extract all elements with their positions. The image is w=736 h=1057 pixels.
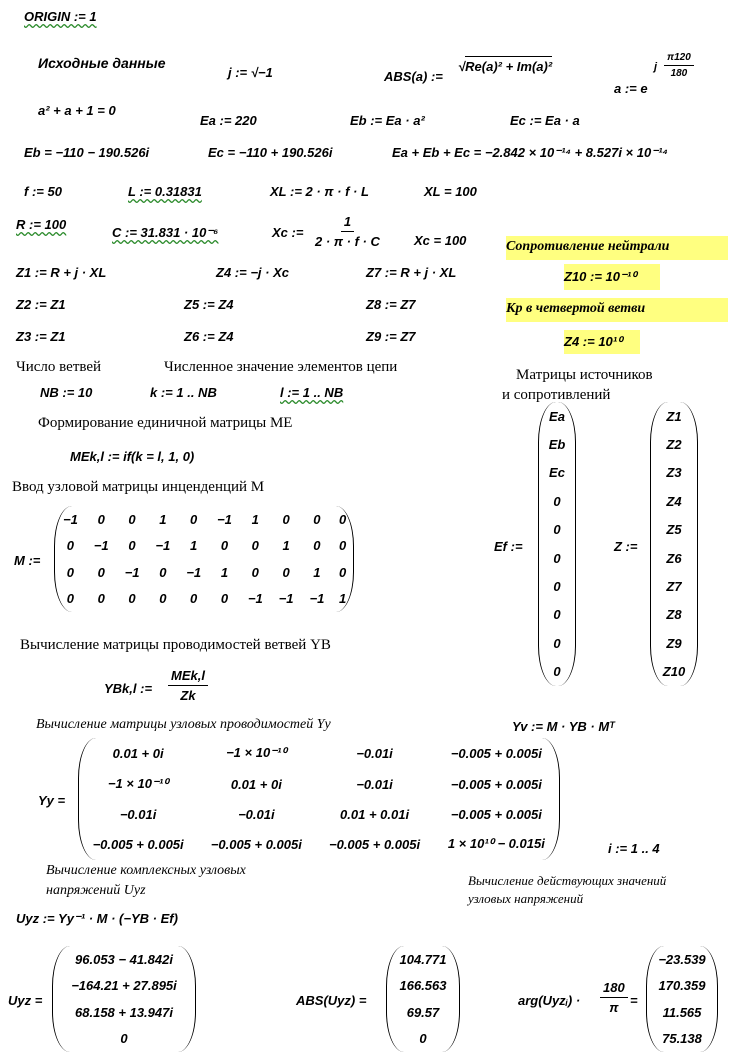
matrix-cell: −1 [62, 511, 78, 527]
vector-cell: Ea [549, 408, 565, 424]
matrix-cell: −1 [93, 538, 109, 554]
eb-value: Eb = −110 − 190.526i [24, 145, 150, 160]
me-definition: MEk,l := if(k = l, 1, 0) [70, 449, 195, 464]
vector-cell: Z1 [666, 408, 682, 424]
vector-cell: −164.21 + 27.895i [71, 978, 177, 994]
vector-row [539, 516, 575, 544]
matrix-cell: 0 [251, 538, 259, 554]
abs-result-table [387, 946, 459, 1052]
matrix-cell: 1 [159, 511, 167, 527]
vector-row [651, 402, 697, 430]
matrix-cell: −1 [155, 538, 171, 554]
uyz-result-left: Uyz = [8, 993, 43, 1008]
vector-cell: 0 [553, 522, 561, 538]
uyz-result-vector [52, 946, 196, 1052]
yy-matrix-row [79, 738, 559, 769]
matrix-cell: 0 [97, 511, 105, 527]
vector-row [53, 946, 195, 973]
vector-cell: 0 [553, 607, 561, 623]
vector-cell: 104.771 [399, 951, 447, 967]
matrix-cell: 0 [282, 564, 290, 580]
matrix-cell: −0.01i [238, 806, 275, 822]
vector-row [539, 459, 575, 487]
neutral-resistance-heading: Сопротивление нейтрали [506, 236, 728, 260]
sum-value: Ea + Eb + Ec = −2.842 × 10⁻¹⁴ + 8.527i × 10⁻¹⁴ [392, 145, 668, 160]
vector-row [53, 1026, 195, 1053]
vector-cell: −23.539 [658, 951, 706, 967]
matrix-cell: 0 [66, 538, 75, 554]
matrix-cell: −0.005 + 0.005i [450, 806, 542, 822]
matrix-cell: 0 [159, 564, 167, 580]
incidence-label: Ввод узловой матрицы инценденций M [12, 479, 265, 495]
vector-row [651, 430, 697, 458]
kz-heading: Кр в четвертой ветви [506, 298, 728, 322]
uyz-label-2: напряжений Uyz [46, 883, 146, 898]
vector-row [539, 572, 575, 600]
vector-cell: 0 [553, 664, 561, 680]
a-equation: a² + a + 1 = 0 [38, 103, 116, 118]
arg-result-left: arg(Uyzᵢ) · [518, 993, 581, 1008]
matrix-cell: 0 [97, 591, 105, 607]
yv-definition: Yv := M · YB · Mᵀ [512, 719, 615, 734]
yy-matrix-row [79, 800, 559, 829]
vector-cell: 11.565 [662, 1004, 702, 1020]
matrix-cell: −0.01i [356, 745, 393, 761]
matrix-cell: 0 [190, 511, 198, 527]
ea-definition: Ea := 220 [200, 113, 257, 128]
a-definition-left: a := e [614, 81, 648, 96]
matrix-cell: 0.01 + 0.01i [340, 806, 410, 822]
vector-cell: 0 [553, 550, 561, 566]
z10-definition: Z10 := 10⁻¹⁰ [564, 264, 660, 290]
matrix-cell: −1 [247, 591, 263, 607]
vector-cell: Eb [548, 437, 566, 453]
k-range: k := 1 .. NB [150, 385, 217, 400]
m-matrix-table [55, 506, 353, 612]
matrix-cell: 1 [190, 538, 198, 554]
heading-initial-data: Исходные данные [38, 55, 166, 71]
j-definition: j := √−1 [228, 65, 273, 80]
xl-value: XL = 100 [424, 184, 477, 199]
nb-definition: NB := 10 [40, 385, 93, 400]
z7-definition: Z7 := R + j · XL [366, 265, 457, 280]
matrix-cell: 0 [128, 511, 136, 527]
vector-cell: Z8 [666, 607, 682, 623]
xc-fraction: $\frac{1}{2 \cdot \pi \cdot f \cdot C}$ [315, 214, 380, 249]
xl-definition: XL := 2 · π · f · L [270, 184, 369, 199]
matrix-cell: 0 [339, 511, 347, 527]
vector-row [651, 459, 697, 487]
vector-row [539, 402, 575, 430]
vector-cell: 0 [553, 493, 561, 509]
vector-cell: 96.053 − 41.842i [75, 951, 173, 967]
vector-row [539, 658, 575, 686]
matrix-cell: 0 [313, 511, 321, 527]
sources-label-1: Матрицы источников [516, 367, 653, 383]
matrix-cell: 1 [251, 511, 259, 527]
vector-row [53, 973, 195, 1000]
m-matrix-row [55, 586, 353, 613]
effective-label-1: Вычисление действующих значений [468, 873, 667, 888]
vector-cell: 0 [553, 635, 561, 651]
matrix-cell: 1 [313, 564, 321, 580]
matrix-cell: −1 [217, 511, 232, 527]
vector-row [539, 629, 575, 657]
l-range: l := 1 .. NB [280, 385, 344, 400]
m-matrix-row [55, 533, 353, 560]
matrix-cell: −1 × 10⁻¹⁰ [226, 745, 287, 761]
matrix-cell: 0 [159, 591, 167, 607]
m-matrix [54, 506, 354, 612]
vector-row [387, 999, 459, 1026]
ef-vector-left: Ef := [494, 539, 523, 554]
vector-cell: Z5 [666, 522, 682, 538]
matrix-cell: 0 [128, 591, 136, 607]
z9-definition: Z9 := Z7 [366, 329, 416, 344]
arg-result-vector [646, 946, 718, 1052]
matrix-cell: 0 [220, 538, 229, 554]
matrix-cell: 1 [282, 538, 290, 554]
matrix-cell: −1 [278, 591, 294, 607]
vector-row [539, 430, 575, 458]
vector-cell: 69.57 [406, 1004, 440, 1020]
xc-value: Xc = 100 [414, 233, 467, 248]
yb-label: Вычисление матрицы проводимостей ветвей YB [20, 637, 331, 653]
vector-row [647, 973, 717, 1000]
z5-definition: Z5 := Z4 [184, 297, 234, 312]
matrix-cell: 1 [220, 564, 229, 580]
matrix-cell: −1 [186, 564, 202, 580]
m-matrix-row [55, 559, 353, 586]
vector-row [647, 999, 717, 1026]
vector-row [53, 999, 195, 1026]
matrix-cell: −0.005 + 0.005i [329, 836, 421, 852]
vector-cell: Z3 [666, 465, 682, 481]
matrix-cell: 1 [339, 591, 347, 607]
elements-label: Численное значение элементов цепи [164, 359, 398, 375]
c-definition: C := 31.831 · 10⁻⁶ [112, 225, 219, 240]
r-definition: R := 100 [16, 217, 67, 232]
z4-override: Z4 := 10¹⁰ [564, 330, 640, 354]
f-definition: f := 50 [24, 184, 62, 199]
vector-row [651, 629, 697, 657]
matrix-cell: 0 [128, 538, 136, 554]
z3-definition: Z3 := Z1 [16, 329, 66, 344]
vector-cell: Z9 [666, 635, 682, 651]
matrix-cell: −0.01i [356, 776, 393, 792]
vector-cell: Ec [549, 465, 565, 481]
matrix-cell: 0 [220, 591, 229, 607]
ef-vector-table [539, 402, 575, 686]
effective-label-2: узловых напряжений [468, 891, 584, 906]
uyz-result-table [53, 946, 195, 1052]
arg-fraction: $\frac{180}{\pi}$ [600, 980, 628, 1015]
vector-row [651, 544, 697, 572]
abs-definition-radical: √Re(a)² + Im(a)² [458, 60, 552, 73]
uyz-definition: Uyz := Yy⁻¹ · M · (−YB · Ef) [16, 911, 178, 926]
vector-cell: 75.138 [662, 1031, 702, 1047]
vector-row [387, 1026, 459, 1053]
z8-definition: Z8 := Z7 [366, 297, 416, 312]
z-vector-table [651, 402, 697, 686]
xc-definition-left: Xc := [272, 225, 304, 240]
z1-definition: Z1 := R + j · XL [16, 265, 107, 280]
vector-cell: Z4 [666, 493, 682, 509]
matrix-cell: −0.005 + 0.005i [450, 745, 542, 761]
matrix-cell: 0 [66, 564, 75, 580]
l-definition: L := 0.31831 [128, 184, 202, 199]
yb-definition-left: YBk,l := [104, 681, 153, 696]
z4-definition: Z4 := −j · Xc [216, 265, 289, 280]
vector-cell: 0 [419, 1031, 427, 1047]
eb-definition: Eb := Ea · a² [350, 113, 425, 128]
matrix-cell: 0 [190, 591, 198, 607]
vector-row [651, 572, 697, 600]
vector-row [387, 946, 459, 973]
a-exponent-fraction: $\frac{\pi 120}{180}$ [664, 52, 694, 79]
ef-vector [538, 402, 576, 686]
yy-matrix-row [79, 829, 559, 860]
matrix-cell: −0.005 + 0.005i [92, 836, 184, 852]
ec-definition: Ec := Ea · a [510, 113, 580, 128]
matrix-cell: 0 [66, 591, 75, 607]
vector-row [651, 658, 697, 686]
matrix-cell: 0.01 + 0i [230, 776, 282, 792]
matrix-cell: −0.005 + 0.005i [210, 836, 302, 852]
vector-cell: Z10 [662, 664, 686, 680]
vector-row [647, 946, 717, 973]
matrix-cell: −0.005 + 0.005i [450, 776, 542, 792]
vector-cell: 170.359 [658, 978, 706, 994]
matrix-cell: 0 [282, 511, 290, 527]
vector-cell: 68.158 + 13.947i [75, 1004, 173, 1020]
matrix-cell: −1 × 10⁻¹⁰ [107, 776, 169, 792]
matrix-cell: 0 [339, 564, 347, 580]
i-range: i := 1 .. 4 [608, 841, 660, 856]
z6-definition: Z6 := Z4 [184, 329, 234, 344]
m-matrix-left: M := [14, 553, 41, 568]
vector-row [539, 544, 575, 572]
matrix-cell: 0 [251, 564, 259, 580]
vector-cell: 0 [553, 579, 561, 595]
abs-result-left: ABS(Uyz) = [296, 993, 367, 1008]
matrix-cell: −1 [309, 591, 325, 607]
matrix-cell: 0 [97, 564, 105, 580]
branches-label: Число ветвей [16, 359, 102, 375]
a-exponent-j: j [654, 61, 658, 73]
vector-row [651, 487, 697, 515]
abs-result-vector [386, 946, 460, 1052]
yy-matrix [78, 738, 560, 860]
uyz-label-1: Вычисление комплексных узловых [46, 863, 246, 878]
vector-row [539, 601, 575, 629]
matrix-cell: 0 [313, 538, 321, 554]
yy-label: Вычисление матрицы узловых проводимостей Yy [36, 717, 331, 732]
z2-definition: Z2 := Z1 [16, 297, 66, 312]
vector-cell: 166.563 [399, 978, 447, 994]
vector-row [651, 601, 697, 629]
vector-cell: 0 [120, 1031, 128, 1047]
arg-result-table [647, 946, 717, 1052]
vector-row [387, 973, 459, 1000]
matrix-cell: 0 [339, 538, 347, 554]
m-matrix-row [55, 506, 353, 533]
vector-row [651, 516, 697, 544]
arg-equals: = [630, 993, 638, 1008]
vector-cell: Z2 [666, 437, 682, 453]
yy-matrix-left: Yy = [38, 793, 66, 808]
ec-value: Ec = −110 + 190.526i [208, 145, 333, 160]
yy-matrix-row [79, 769, 559, 800]
matrix-cell: 1 × 10¹⁰ − 0.015i [447, 836, 545, 852]
sources-label-2: и сопротивлений [502, 387, 611, 403]
matrix-cell: −1 [124, 564, 140, 580]
yb-fraction: MEk,l Zk [168, 668, 208, 703]
vector-cell: Z6 [666, 550, 682, 566]
origin-statement: ORIGIN := 1 [24, 9, 97, 24]
vector-row [647, 1026, 717, 1053]
vector-cell: Z7 [666, 579, 682, 595]
vector-row [539, 487, 575, 515]
abs-definition-left: ABS(a) := [384, 69, 443, 84]
yy-matrix-table [79, 738, 559, 860]
unit-matrix-label: Формирование единичной матрицы ME [38, 415, 293, 431]
matrix-cell: −0.01i [119, 806, 157, 822]
matrix-cell: 0.01 + 0i [112, 745, 164, 761]
z-vector [650, 402, 698, 686]
z-vector-left: Z := [614, 539, 638, 554]
